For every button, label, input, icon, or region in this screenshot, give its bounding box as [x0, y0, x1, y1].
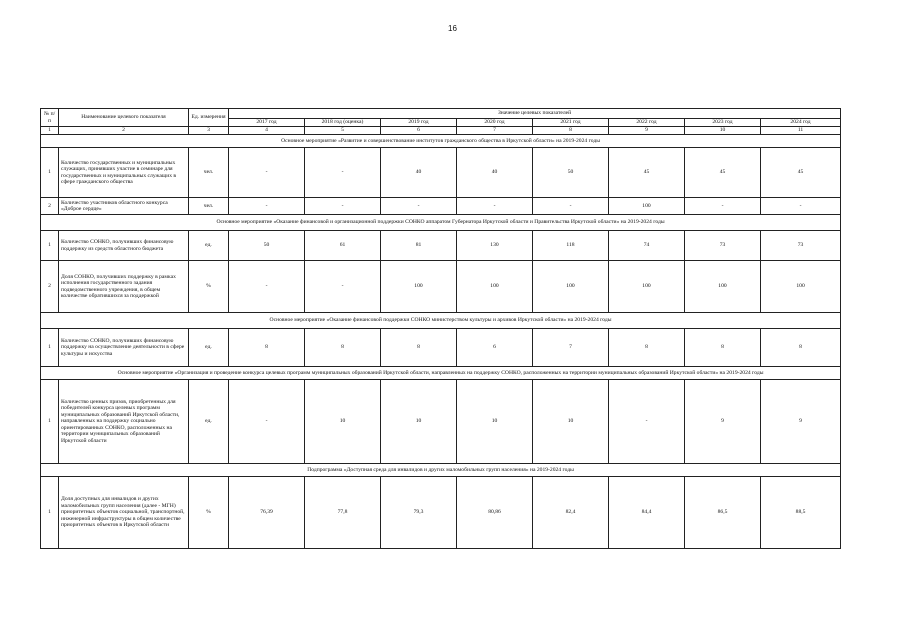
header-col-unit: Ед. измерения — [189, 109, 229, 127]
header-year-1: 2018 год (оценка) — [305, 119, 381, 127]
value-cell: - — [457, 198, 533, 215]
table-row — [41, 329, 841, 367]
value-cell: 100 — [609, 261, 685, 313]
value-cell: 50 — [229, 231, 305, 261]
unit-cell: чел. — [189, 198, 229, 215]
value-cell: 86,5 — [685, 477, 761, 549]
value-cell: 40 — [381, 148, 457, 198]
value-cell: - — [761, 198, 841, 215]
value-cell: 8 — [305, 329, 381, 367]
target-indicators-table — [40, 108, 841, 549]
section-row — [41, 135, 841, 148]
header-col-name: Наименование целевого показателя — [59, 109, 189, 127]
column-number-1: 2 — [59, 127, 189, 135]
value-cell: - — [305, 198, 381, 215]
unit-cell: ед. — [189, 329, 229, 367]
value-cell: 9 — [761, 380, 841, 464]
header-column-numbers-row — [41, 127, 841, 135]
header-year-5: 2022 год — [609, 119, 685, 127]
unit-cell: чел. — [189, 148, 229, 198]
page-number: 16 — [448, 24, 457, 33]
value-cell: 100 — [381, 261, 457, 313]
value-cell: 100 — [761, 261, 841, 313]
section-title: Основное мероприятие «Оказание финансовой поддержки СОНКО министерством культуры и архивов Иркутской области» на 2019-2024 годы — [41, 313, 841, 329]
value-cell: 10 — [381, 380, 457, 464]
value-cell: 73 — [761, 231, 841, 261]
value-cell: 9 — [685, 380, 761, 464]
header-year-0: 2017 год — [229, 119, 305, 127]
indicator-name: Количество участников областного конкурса «Доброе сердце» — [59, 198, 189, 215]
indicator-name: Доля СОНКО, получивших поддержку в рамках исполнения государственного задания подведомственного учреждения, в общем количестве обратившихся за поддержкой — [59, 261, 189, 313]
row-number: 1 — [41, 148, 59, 198]
header-year-3: 2020 год — [457, 119, 533, 127]
unit-cell: % — [189, 477, 229, 549]
row-number: 1 — [41, 380, 59, 464]
value-cell: 81 — [381, 231, 457, 261]
value-cell: 61 — [305, 231, 381, 261]
header-year-4: 2021 год — [533, 119, 609, 127]
section-title: Подпрограмма «Доступная среда для инвалидов и других маломобильных групп населения» на 2019-2024 годы — [41, 464, 841, 477]
section-title: Основное мероприятие «Оказание финансовой и организационной поддержки СОНКО аппаратом Губернатора Иркутской области и Правительства Иркутской области» на 2019-2024 годы — [41, 215, 841, 231]
value-cell: 8 — [229, 329, 305, 367]
section-title: Основное мероприятие «Развитие и совершенствование институтов гражданского общества в Иркутской области» на 2019-2024 годы — [41, 135, 841, 148]
column-number-2: 3 — [189, 127, 229, 135]
value-cell: 88,5 — [761, 477, 841, 549]
value-cell: 45 — [685, 148, 761, 198]
indicator-name: Доля доступных для инвалидов и других маломобильных групп населения (далее - МГН) приоритетных объектов социальной, транспортной, инженерной инфраструктуры в общем количестве приоритетных объектов в Иркутской области — [59, 477, 189, 549]
value-cell: 82,4 — [533, 477, 609, 549]
header-year-7: 2024 год — [761, 119, 841, 127]
column-number-6: 7 — [457, 127, 533, 135]
table-row — [41, 380, 841, 464]
value-cell: 45 — [761, 148, 841, 198]
column-number-5: 6 — [381, 127, 457, 135]
value-cell: 8 — [381, 329, 457, 367]
indicator-name: Количество ценных призов, приобретенных для победителей конкурса целевых программ муниципальных образований Иркутской области, направленных на поддержку социально ориентированных СОНКО, расположенных на территории муниципальных образований Иркутской области — [59, 380, 189, 464]
value-cell: 100 — [457, 261, 533, 313]
value-cell: - — [609, 380, 685, 464]
value-cell: 10 — [533, 380, 609, 464]
row-number: 1 — [41, 329, 59, 367]
table-row — [41, 477, 841, 549]
value-cell: - — [305, 148, 381, 198]
value-cell: - — [381, 198, 457, 215]
table-row — [41, 261, 841, 313]
indicator-name: Количество государственных и муниципальных служащих, принявших участие в семинаре для государственных и муниципальных служащих в сфере гражданского общества — [59, 148, 189, 198]
column-number-0: 1 — [41, 127, 59, 135]
indicator-name: Количество СОНКО, получивших финансовую поддержку из средств областного бюджета — [59, 231, 189, 261]
header-col-num: № п/п — [41, 109, 59, 127]
column-number-3: 4 — [229, 127, 305, 135]
header-row-1 — [41, 109, 841, 119]
value-cell: 77,8 — [305, 477, 381, 549]
header-year-2: 2019 год — [381, 119, 457, 127]
section-row — [41, 464, 841, 477]
unit-cell: % — [189, 261, 229, 313]
value-cell: 100 — [685, 261, 761, 313]
value-cell: 80,86 — [457, 477, 533, 549]
unit-cell: ед. — [189, 231, 229, 261]
value-cell: 40 — [457, 148, 533, 198]
value-cell: 8 — [761, 329, 841, 367]
value-cell: - — [229, 148, 305, 198]
value-cell: - — [229, 261, 305, 313]
value-cell: 130 — [457, 231, 533, 261]
value-cell: 100 — [609, 198, 685, 215]
column-number-7: 8 — [533, 127, 609, 135]
value-cell: 10 — [305, 380, 381, 464]
section-row — [41, 215, 841, 231]
column-number-8: 9 — [609, 127, 685, 135]
value-cell: - — [685, 198, 761, 215]
value-cell: 45 — [609, 148, 685, 198]
section-row — [41, 367, 841, 380]
value-cell: 73 — [685, 231, 761, 261]
table-row — [41, 148, 841, 198]
unit-cell: ед. — [189, 380, 229, 464]
value-cell: 7 — [533, 329, 609, 367]
column-number-4: 5 — [305, 127, 381, 135]
value-cell: - — [229, 198, 305, 215]
indicator-name: Количество СОНКО, получивших финансовую поддержку на осуществление деятельности в сфере культуры и искусства — [59, 329, 189, 367]
value-cell: 84,4 — [609, 477, 685, 549]
table-row — [41, 231, 841, 261]
value-cell: 10 — [457, 380, 533, 464]
value-cell: 79,3 — [381, 477, 457, 549]
table-row — [41, 198, 841, 215]
section-title: Основное мероприятие «Организация и проведение конкурса целевых программ муниципальных образований Иркутской области, направленных на поддержку СОНКО, расположенных на территории муниципальных образований Иркутской области» на 2019-2024 годы — [41, 367, 841, 380]
row-number: 2 — [41, 261, 59, 313]
row-number: 1 — [41, 231, 59, 261]
section-row — [41, 313, 841, 329]
value-cell: - — [305, 261, 381, 313]
value-cell: 118 — [533, 231, 609, 261]
value-cell: - — [533, 198, 609, 215]
header-group-title: Значение целевых показателей — [229, 109, 841, 119]
value-cell: 74 — [609, 231, 685, 261]
value-cell: 6 — [457, 329, 533, 367]
value-cell: 50 — [533, 148, 609, 198]
value-cell: 8 — [685, 329, 761, 367]
header-year-6: 2023 год — [685, 119, 761, 127]
value-cell: 8 — [609, 329, 685, 367]
column-number-9: 10 — [685, 127, 761, 135]
value-cell: 76,39 — [229, 477, 305, 549]
row-number: 1 — [41, 477, 59, 549]
row-number: 2 — [41, 198, 59, 215]
value-cell: 100 — [533, 261, 609, 313]
column-number-10: 11 — [761, 127, 841, 135]
value-cell: - — [229, 380, 305, 464]
